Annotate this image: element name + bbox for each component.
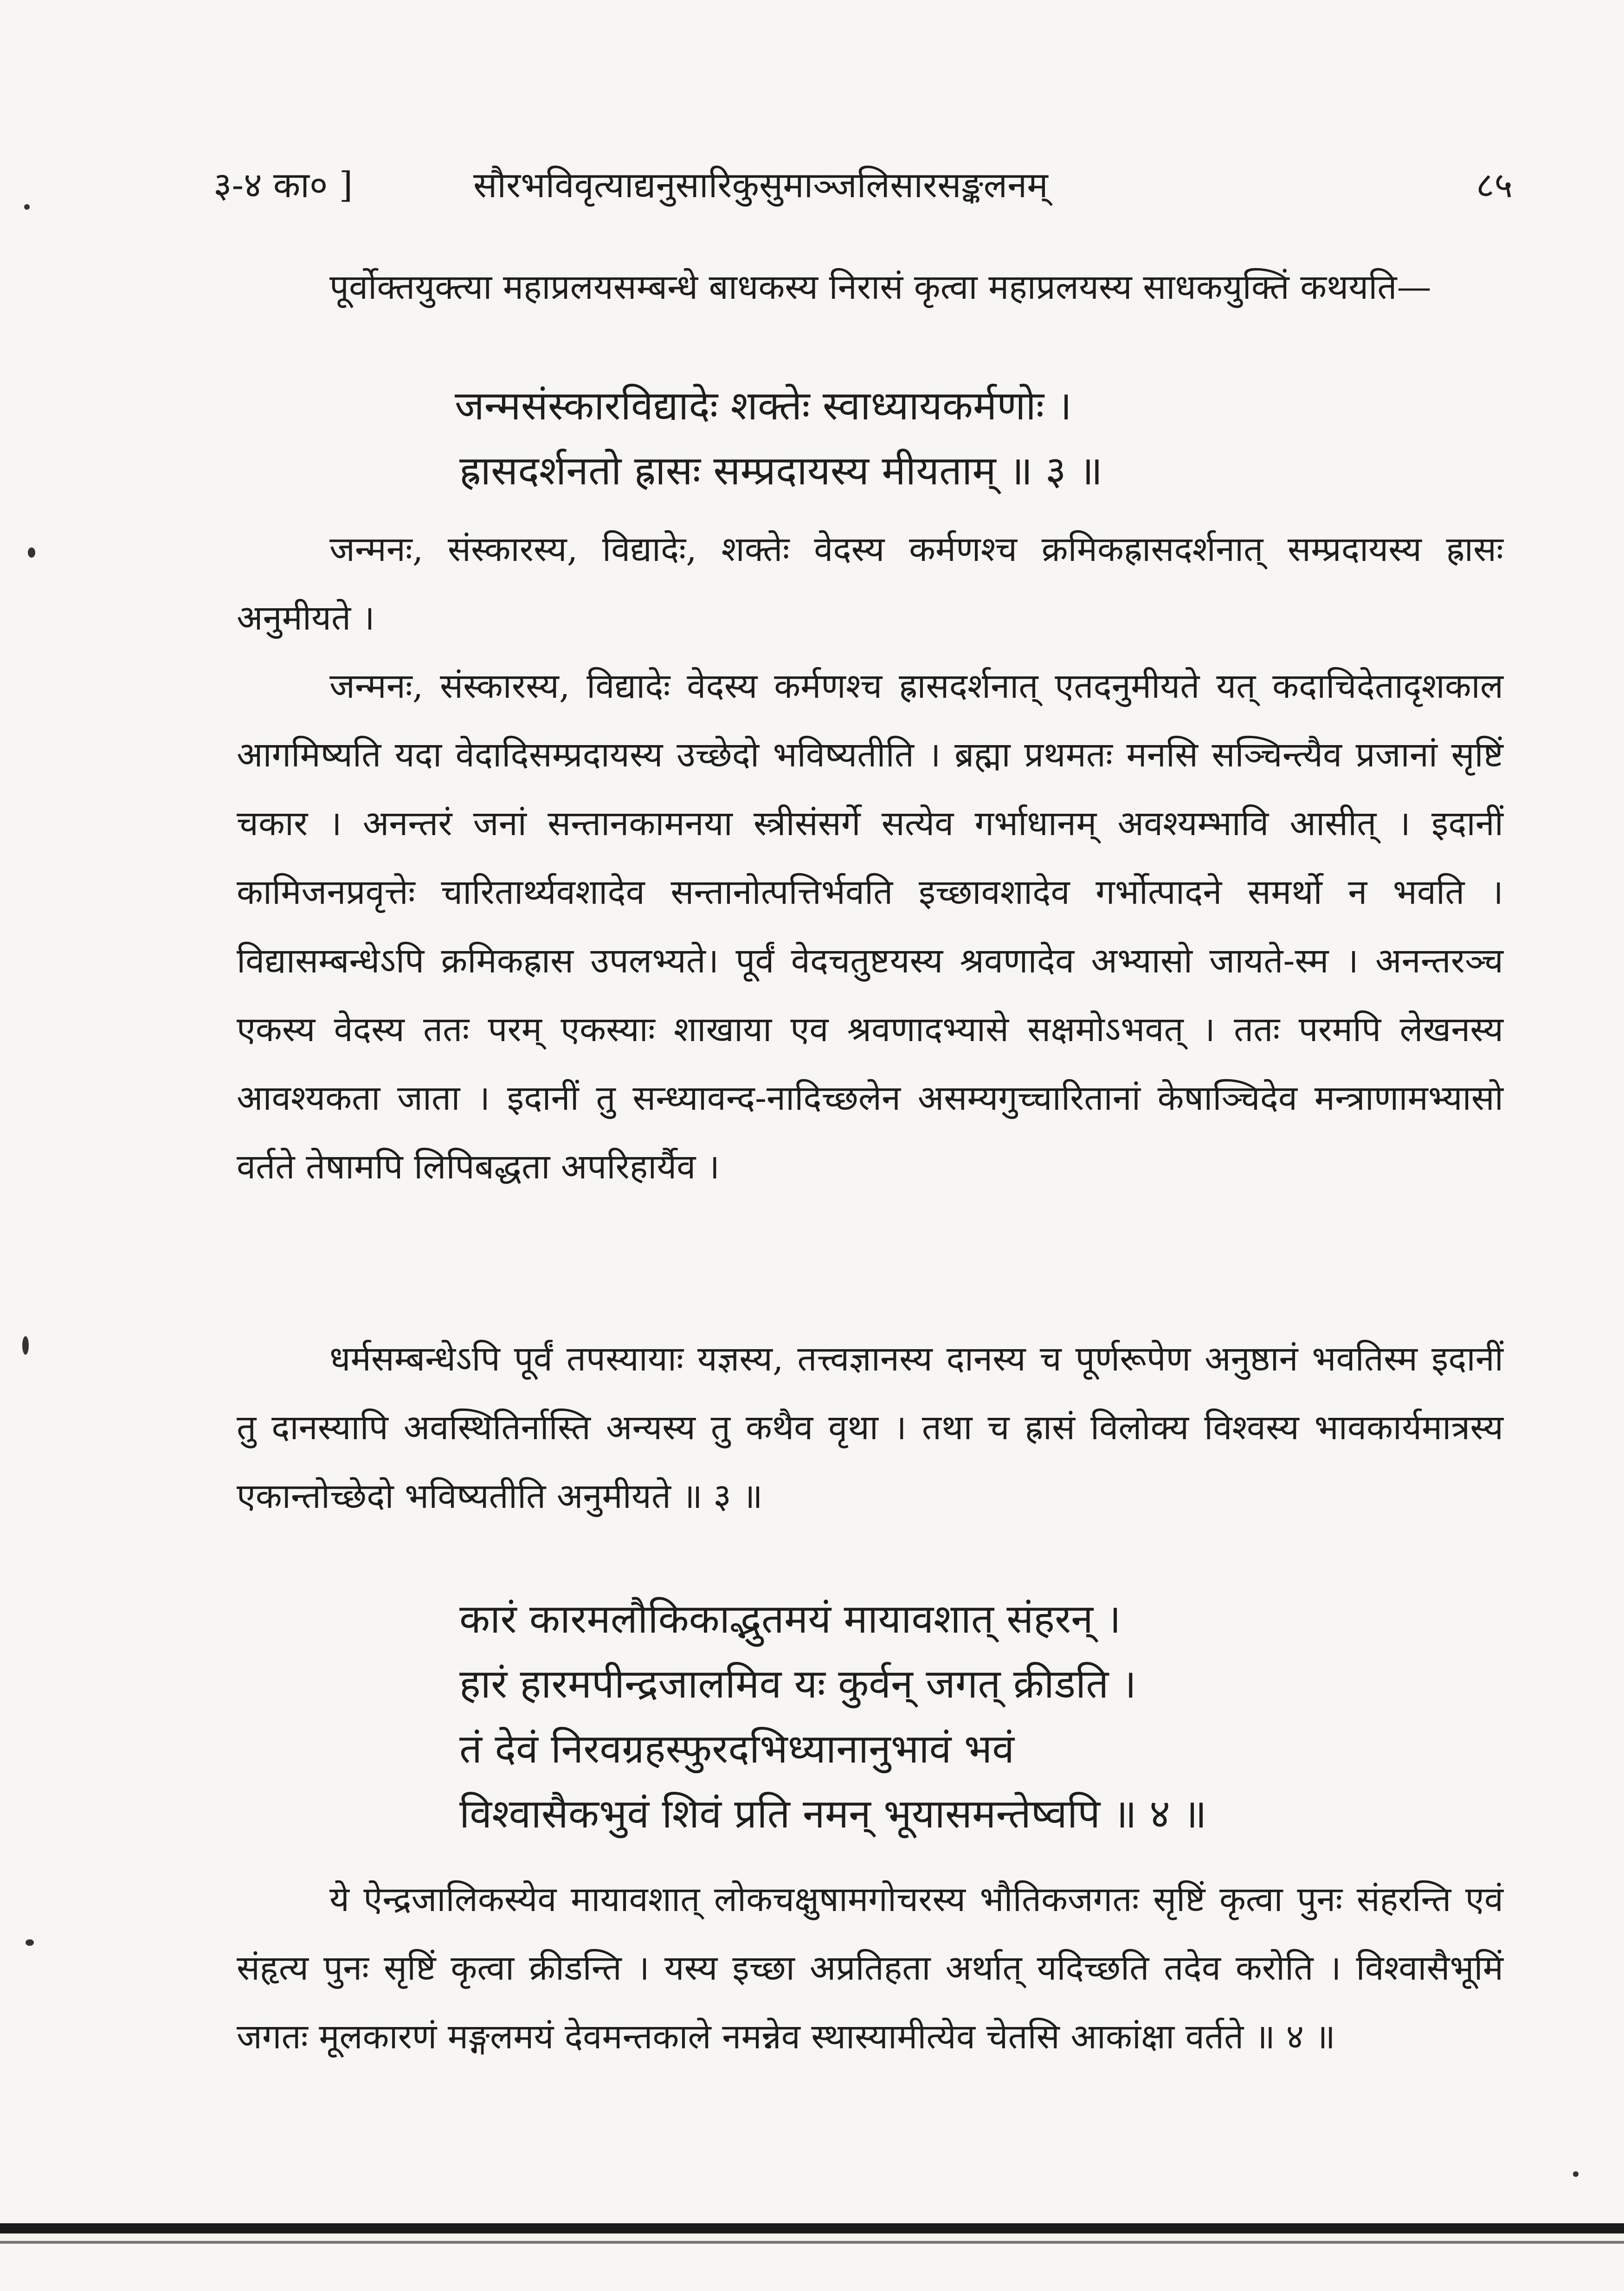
- bottom-rule-shadow: [0, 2241, 1624, 2244]
- commentary-paragraph-1: जन्मनः, संस्कारस्य, विद्यादेः, शक्तेः वेदस्य कर्मणश्च क्रमिकह्रासदर्शनात् सम्प्रदायस्य ह्रासः अनुमीयते ।: [237, 529, 1503, 638]
- intro-block: [237, 253, 1503, 322]
- margin-speck: [26, 1939, 34, 1946]
- running-header: [213, 160, 1513, 211]
- verse-4-line-4: विश्वासैकभुवं शिवं प्रति नमन् भूयासमन्तेष्वपि ॥ ४ ॥: [459, 1791, 1207, 1837]
- commentary-block-2: [237, 652, 1503, 1201]
- margin-speck: [24, 204, 30, 210]
- verse-4-line-2: हारं हारमपीन्द्रजालमिव यः कुर्वन् जगत् क्रीडति ।: [459, 1661, 1137, 1707]
- verse-3: [455, 373, 1102, 503]
- verse-4-line-1: कारं कारमलौकिकाद्भुतमयं मायावशात् संहरन् ।: [459, 1596, 1121, 1642]
- verse-4-line-3: तं देवं निरवग्रहस्फुरदभिध्यानानुभावं भवं: [459, 1726, 1015, 1772]
- margin-speck: [28, 547, 35, 558]
- commentary-block-3: [237, 1325, 1503, 1531]
- commentary-block-1: [237, 515, 1503, 652]
- commentary-paragraph-4: ये ऐन्द्रजालिकस्येव मायावशात् लोकचक्षुषामगोचरस्य भौतिकजगतः सृष्टिं कृत्वा पुनः संहरन्ति एवं संहृत्य पुनः सृष्टिं कृत्वा क्रीडन्ति । यस्य इच्छा अप्रतिहता अर्थात् यदिच्छति तदेव करोति । विश्वासैभूमिं जगतः मूलकारणं मङ्गलमयं देवमन्तकाले नमन्नेव स्थास्यामीत्येव चेतसि आकांक्षा वर्तते ॥ ४ ॥: [237, 1879, 1503, 2057]
- margin-speck: [22, 1336, 29, 1355]
- header-title: सौरभविवृत्याद्यनुसारिकुसुमाञ्जलिसारसङ्कलनम्: [473, 164, 1048, 206]
- commentary-paragraph-2: जन्मनः, संस्कारस्य, विद्यादेः वेदस्य कर्मणश्च ह्रासदर्शनात् एतदनुमीयते यत् कदाचिदेतादृशकाल आगमिष्यति यदा वेदादिसम्प्रदायस्य उच्छेदो भविष्यतीति । ब्रह्मा प्रथमतः मनसि सञ्चिन्त्यैव प्रजानां सृष्टिं चकार । अनन्तरं जनां सन्तानकामनया स्त्रीसंसर्गे सत्येव गर्भाधानम् अवश्यम्भावि आसीत् । इदानीं कामिजनप्रवृत्तेः चारितार्थ्यवशादेव सन्तानोत्पत्तिर्भवति इच्छावशादेव गर्भोत्पादने समर्थो न भवति । विद्यासम्बन्धेऽपि क्रमिकह्रास उपलभ्यते। पूर्वं वेदचतुष्टयस्य श्रवणादेव अभ्यासो जायते-स्म । अनन्तरञ्च एकस्य वेदस्य ततः परम् एकस्याः शाखाया एव श्रवणादभ्यासे सक्षमोऽभवत् । ततः परमपि लेखनस्य आवश्यकता जाता । इदानीं तु सन्ध्यावन्द-नादिच्छलेन असम्यगुच्चारितानां केषाञ्चिदेव मन्त्राणामभ्यासो वर्तते तेषामपि लिपिबद्धता अपरिहार्यैव ।: [237, 666, 1503, 1187]
- page-number: ८५: [1476, 164, 1513, 206]
- intro-paragraph: पूर्वोक्तयुक्त्या महाप्रलयसम्बन्धे बाधकस्य निरासं कृत्वा महाप्रलयस्य साधकयुक्तिं कथयति—: [329, 267, 1431, 307]
- margin-speck: [1573, 2171, 1579, 2177]
- commentary-paragraph-3: धर्मसम्बन्धेऽपि पूर्वं तपस्यायाः यज्ञस्य, तत्त्वज्ञानस्य दानस्य च पूर्णरूपेण अनुष्ठानं भवतिस्म इदानीं तु दानस्यापि अवस्थितिर्नास्ति अन्यस्य तु कथैव वृथा । तथा च ह्रासं विलोक्य विश्वस्य भावकार्यमात्रस्य एकान्तोच्छेदो भविष्यतीति अनुमीयते ॥ ३ ॥: [237, 1339, 1503, 1516]
- header-section-marker: ३-४ का० ]: [213, 164, 353, 206]
- commentary-block-4: [237, 1865, 1503, 2071]
- verse-4: [459, 1587, 1207, 1847]
- bottom-rule: [0, 2223, 1624, 2233]
- verse-3-line-2: ह्रासदर्शनतो ह्रासः सम्प्रदायस्य मीयताम् ॥ ३ ॥: [459, 448, 1103, 494]
- verse-3-line-1: जन्मसंस्कारविद्यादेः शक्तेः स्वाध्यायकर्मणोः ।: [455, 383, 1072, 429]
